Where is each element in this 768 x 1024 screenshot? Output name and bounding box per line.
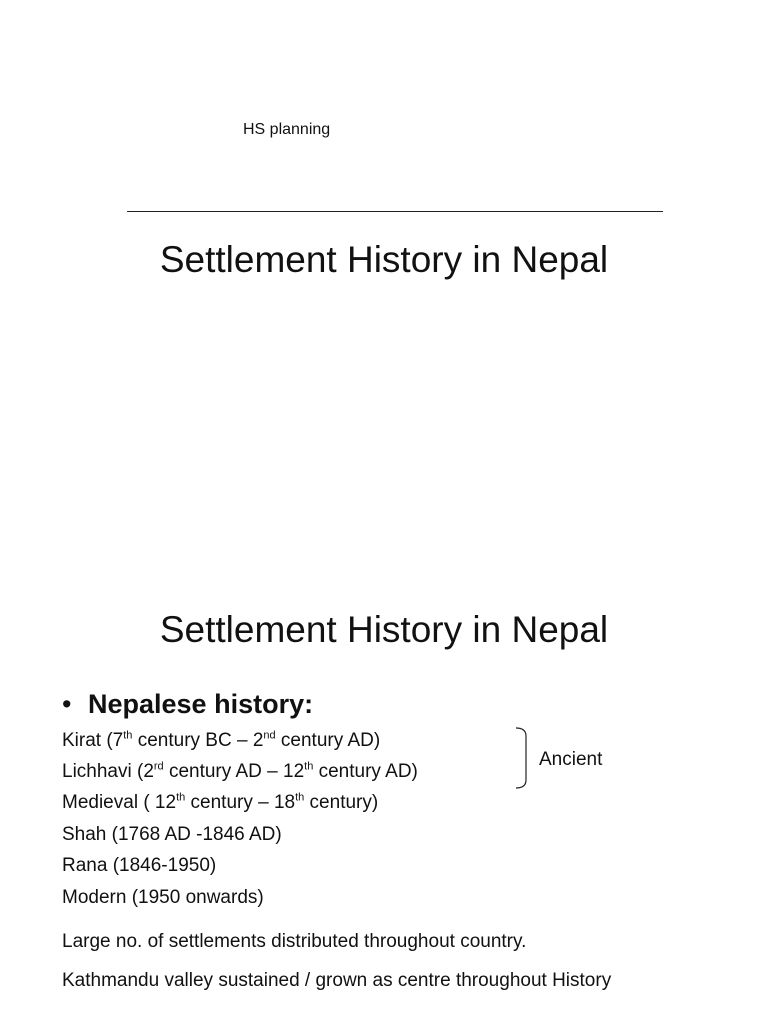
period-text: Medieval ( 12: [62, 792, 177, 813]
slide1-title: Settlement History in Nepal: [159, 239, 609, 280]
period-sup: rd: [153, 760, 164, 773]
period-text: century AD): [275, 730, 381, 751]
paragraph-settlements: Large no. of settlements distributed throughout country.: [62, 931, 527, 952]
right-bracket-icon: [514, 726, 530, 790]
period-text: century AD): [313, 761, 418, 782]
period-sup: nd: [263, 729, 276, 742]
period-text: century): [304, 792, 379, 813]
paragraph-kathmandu: Kathmandu valley sustained / grown as centre throughout History: [62, 970, 612, 991]
bullet-heading-text: Nepalese history:: [88, 689, 314, 719]
header-note: HS planning: [243, 121, 331, 138]
period-text: century AD – 12: [163, 761, 305, 782]
ancient-label: Ancient: [539, 749, 603, 770]
period-sup: th: [176, 791, 186, 804]
period-text: Kirat (7: [62, 730, 124, 751]
bullet-marker: •: [62, 689, 72, 719]
period-sup: th: [123, 729, 133, 742]
period-text: century – 18: [185, 792, 296, 813]
period-kirat: [62, 729, 380, 753]
period-text: Lichhavi (2: [62, 761, 154, 782]
period-rana: Rana (1846-1950): [62, 855, 217, 876]
period-medieval: [62, 791, 378, 815]
period-sup: th: [304, 760, 314, 773]
period-modern: Modern (1950 onwards): [62, 887, 264, 908]
period-text: century BC – 2: [132, 730, 264, 751]
period-sup: th: [295, 791, 305, 804]
period-lichhavi: [62, 760, 418, 784]
bullet-heading: [62, 686, 313, 722]
horizontal-rule: [127, 211, 663, 212]
period-shah: Shah (1768 AD -1846 AD): [62, 824, 282, 845]
slide2-title: Settlement History in Nepal: [159, 609, 609, 650]
